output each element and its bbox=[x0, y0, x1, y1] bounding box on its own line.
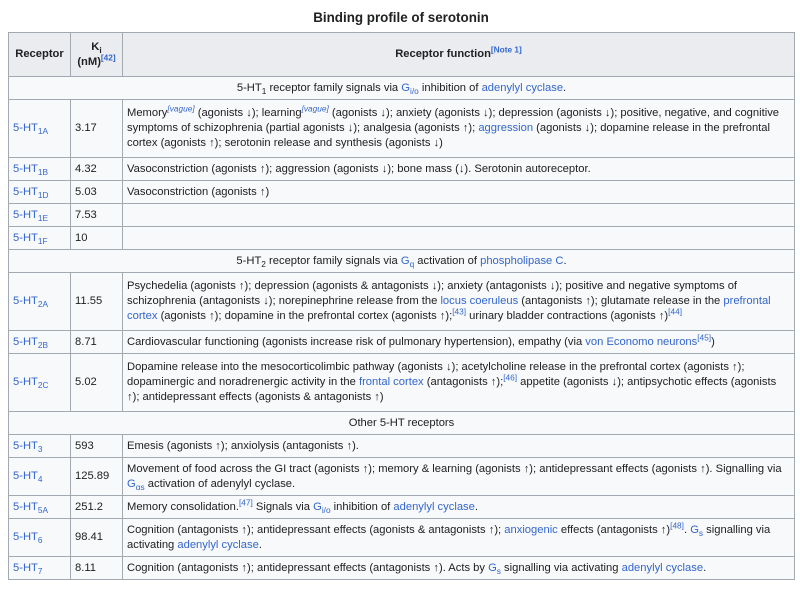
ki-cell: 8.71 bbox=[71, 331, 123, 354]
ref-46[interactable]: [46] bbox=[503, 372, 518, 383]
function-text: . bbox=[258, 538, 262, 551]
receptor-cell[interactable] bbox=[9, 496, 71, 519]
ref-42[interactable]: [42] bbox=[100, 51, 116, 62]
function-text: Memory bbox=[127, 107, 168, 119]
receptor-link-5ht7[interactable]: $5-HT_7$ bbox=[13, 561, 43, 576]
ki-cell: 4.32 bbox=[71, 158, 123, 181]
function-text: inhibition of bbox=[330, 500, 394, 513]
adenylyl-cyclase-link[interactable]: adenylyl cyclase bbox=[177, 538, 259, 551]
receptor-link-5ht1b[interactable]: $5-HT_{1B}$ bbox=[13, 162, 49, 177]
function-text: (antagonists ↑); glutamate release in the bbox=[518, 295, 724, 307]
function-cell bbox=[123, 100, 795, 158]
header-receptor: Receptor bbox=[9, 33, 71, 77]
gs-link[interactable]: $G_s$ bbox=[690, 523, 704, 538]
table-row bbox=[9, 496, 795, 519]
receptor-cell[interactable] bbox=[9, 519, 71, 557]
table-row bbox=[9, 100, 795, 158]
function-text: Dopamine release into the mesocorticolimbic pathway (agonists ↓); acetylcholine release in the prefrontal cortex (agonists ↑); dopaminergic and noradrenergic activity in the bbox=[127, 361, 745, 388]
function-text: appetite (agonists ↓); antipsychotic effects (agonists ↑); antidepressant effects (agonists & antagonists ↑) bbox=[127, 376, 777, 403]
header-row bbox=[9, 33, 795, 77]
function-text: (antagonists ↑); bbox=[423, 376, 504, 388]
receptor-cell[interactable] bbox=[9, 158, 71, 181]
header-ki-label: K bbox=[91, 40, 100, 53]
table-row bbox=[9, 331, 795, 354]
family-5ht2-cell bbox=[9, 250, 795, 273]
receptor-link-5ht2a[interactable]: $5-HT_{2A}$ bbox=[13, 295, 49, 310]
table-row bbox=[9, 204, 795, 227]
function-text: Psychedelia (agonists ↑); depression (agonists & antagonists ↓); anxiety (antagonists ↓); positive and negative symptoms of schizophrenia (antagonists ↓); norepinephrine release from the bbox=[127, 280, 738, 307]
table-row bbox=[9, 458, 795, 496]
family-row-5ht1 bbox=[9, 77, 795, 100]
receptor-link-5ht2c[interactable]: $5-HT_{2C}$ bbox=[13, 376, 49, 391]
family-prefix: 5-HT bbox=[236, 254, 262, 267]
receptor-link-5ht5a[interactable]: $5-HT_{5A}$ bbox=[13, 500, 49, 515]
function-text: . bbox=[683, 523, 691, 536]
function-cell bbox=[123, 458, 795, 496]
function-text: Cognition (antagonists ↑); antidepressant effects (agonists & antagonists ↑); bbox=[127, 523, 505, 536]
family-text: . bbox=[563, 254, 567, 267]
receptor-cell[interactable] bbox=[9, 227, 71, 250]
vague-tag[interactable]: [vague] bbox=[301, 103, 329, 114]
receptor-cell[interactable] bbox=[9, 273, 71, 331]
table-row bbox=[9, 557, 795, 580]
receptor-link-5ht4[interactable]: $5-HT_4$ bbox=[13, 470, 43, 485]
family-text: . bbox=[563, 81, 567, 94]
table-row bbox=[9, 273, 795, 331]
function-text: . bbox=[703, 561, 707, 574]
function-cell: Vasoconstriction (agonists ↑); aggression (agonists ↓); bone mass (↓). Serotonin autoreceptor. bbox=[123, 158, 795, 181]
function-text: (agonists ↑); dopamine in the prefrontal cortex (agonists ↑); bbox=[157, 310, 453, 322]
table-row bbox=[9, 227, 795, 250]
function-text: activation of adenylyl cyclase. bbox=[144, 477, 296, 490]
ki-cell: 5.02 bbox=[71, 354, 123, 412]
family-5ht1-cell bbox=[9, 77, 795, 100]
function-text: Memory consolidation. bbox=[127, 500, 239, 513]
family-sub: 2 bbox=[261, 258, 266, 269]
function-text: (agonists ↓); dopamine release in the prefrontal cortex (agonists ↑); serotonin release and synthesis (agonists ↓) bbox=[127, 122, 770, 149]
ki-cell: 7.53 bbox=[71, 204, 123, 227]
function-text: Signals via bbox=[252, 500, 314, 513]
header-ki bbox=[71, 33, 123, 77]
adenylyl-cyclase-link[interactable]: adenylyl cyclase bbox=[393, 500, 475, 513]
ki-cell: 593 bbox=[71, 435, 123, 458]
function-text: (agonists ↓); learning bbox=[194, 107, 302, 119]
family-text: activation of bbox=[414, 254, 481, 267]
table-caption: Binding profile of serotonin bbox=[313, 10, 489, 25]
receptor-cell[interactable] bbox=[9, 458, 71, 496]
table-row bbox=[9, 158, 795, 181]
function-cell bbox=[123, 204, 795, 227]
gq-link[interactable]: $G_q$ bbox=[400, 254, 415, 269]
function-text: urinary bladder contractions (agonists ↑) bbox=[466, 310, 669, 322]
function-cell bbox=[123, 331, 795, 354]
von-economo-neurons-link[interactable]: von Economo neurons bbox=[585, 335, 698, 348]
ki-cell: 11.55 bbox=[71, 273, 123, 331]
receptor-cell[interactable] bbox=[9, 557, 71, 580]
function-text: ) bbox=[711, 335, 715, 348]
adenylyl-cyclase-link[interactable]: adenylyl cyclase bbox=[621, 561, 704, 574]
receptor-link-5ht2b[interactable]: $5-HT_{2B}$ bbox=[13, 335, 49, 350]
function-text: signalling via activating bbox=[127, 523, 771, 551]
ki-cell: 125.89 bbox=[71, 458, 123, 496]
gs-link[interactable]: $G_s$ bbox=[488, 561, 501, 576]
note-1-ref[interactable]: [Note 1] bbox=[490, 44, 522, 55]
receptor-cell[interactable] bbox=[9, 181, 71, 204]
header-ki-sub: i bbox=[99, 44, 102, 55]
ref-48[interactable]: [48] bbox=[670, 519, 684, 530]
ki-cell: 251.2 bbox=[71, 496, 123, 519]
family-text: receptor family signals via bbox=[265, 254, 401, 267]
header-function-label: Receptor function bbox=[395, 48, 491, 60]
ref-47[interactable]: [47] bbox=[238, 496, 253, 507]
aggression-link[interactable]: aggression bbox=[478, 122, 534, 134]
family-sub: 1 bbox=[261, 85, 267, 96]
receptor-cell[interactable] bbox=[9, 354, 71, 412]
frontal-cortex-link[interactable]: frontal cortex bbox=[358, 376, 424, 388]
receptor-cell[interactable] bbox=[9, 100, 71, 158]
function-text: Cognition (antagonists ↑); antidepressant effects (antagonists ↑). Acts by bbox=[127, 561, 489, 574]
receptor-link-5ht3[interactable]: $5-HT_3$ bbox=[13, 439, 43, 454]
header-function bbox=[123, 33, 795, 77]
family-text: receptor family signals via bbox=[266, 81, 402, 94]
table-row bbox=[9, 181, 795, 204]
function-cell bbox=[123, 519, 795, 557]
family-other-cell: Other 5-HT receptors bbox=[9, 412, 795, 435]
receptor-link-5ht1a[interactable]: $5-HT_{1A}$ bbox=[13, 122, 49, 137]
function-cell: Emesis (agonists ↑); anxiolysis (antagonists ↑). bbox=[123, 435, 795, 458]
family-row-other bbox=[9, 412, 795, 435]
function-cell bbox=[123, 227, 795, 250]
ki-cell: 3.17 bbox=[71, 100, 123, 158]
table-row bbox=[9, 435, 795, 458]
function-text: signalling via activating bbox=[500, 561, 622, 574]
receptor-cell[interactable] bbox=[9, 435, 71, 458]
function-cell bbox=[123, 496, 795, 519]
ref-45[interactable]: [45] bbox=[697, 331, 712, 342]
receptor-cell[interactable] bbox=[9, 331, 71, 354]
function-cell bbox=[123, 557, 795, 580]
prefrontal-cortex-link[interactable]: prefrontal cortex bbox=[127, 295, 771, 322]
function-cell bbox=[123, 354, 795, 412]
receptor-link-5ht1d[interactable]: $5-HT_{1D}$ bbox=[13, 185, 49, 200]
locus-coeruleus-link[interactable]: locus coeruleus bbox=[440, 295, 519, 307]
ref-43[interactable]: [43] bbox=[452, 306, 467, 317]
gas-link[interactable]: $G_{\alpha s}$ bbox=[127, 477, 145, 492]
header-ki-unit: (nM) bbox=[77, 55, 101, 68]
function-cell bbox=[123, 273, 795, 331]
table-row bbox=[9, 519, 795, 557]
ref-44[interactable]: [44] bbox=[668, 306, 682, 317]
receptor-link-5ht1e[interactable]: $5-HT_{1E}$ bbox=[13, 208, 49, 223]
family-prefix: 5-HT bbox=[236, 81, 262, 94]
gio-link[interactable]: $G_{i/o}$ bbox=[313, 500, 331, 515]
ki-cell: 10 bbox=[71, 227, 123, 250]
function-text: . bbox=[474, 500, 478, 513]
function-text: Movement of food across the GI tract (agonists ↑); memory & learning (agonists ↑); antidepressant effects (agonists ↑). Signalling via bbox=[127, 462, 782, 475]
family-row-5ht2 bbox=[9, 250, 795, 273]
receptor-link-5ht1f[interactable]: $5-HT_{1F}$ bbox=[13, 231, 48, 246]
adenylyl-cyclase-link[interactable]: adenylyl cyclase bbox=[481, 81, 564, 94]
binding-profile-table bbox=[8, 32, 795, 580]
function-text: (agonists ↓); anxiety (agonists ↓); depression (agonists ↓); positive, negative, and cognitive symptoms of schizophrenia (partial agonists ↓); analgesia (agonists ↑); bbox=[127, 107, 780, 134]
anxiogenic-link[interactable]: anxiogenic bbox=[504, 523, 558, 536]
receptor-cell[interactable] bbox=[9, 204, 71, 227]
ki-cell: 8.11 bbox=[71, 557, 123, 580]
receptor-link-5ht6[interactable]: $5-HT_6$ bbox=[13, 531, 43, 546]
function-text: Cardiovascular functioning (agonists increase risk of pulmonary hypertension), empathy (via bbox=[127, 335, 586, 348]
function-cell: Vasoconstriction (agonists ↑) bbox=[123, 181, 795, 204]
phospholipase-c-link[interactable]: phospholipase C bbox=[480, 254, 564, 267]
ki-cell: 98.41 bbox=[71, 519, 123, 557]
ki-cell: 5.03 bbox=[71, 181, 123, 204]
family-text: inhibition of bbox=[418, 81, 482, 94]
function-text: effects (antagonists ↑) bbox=[557, 523, 671, 536]
gio-link[interactable]: $G_{i/o}$ bbox=[401, 81, 419, 96]
table-row bbox=[9, 354, 795, 412]
vague-tag[interactable]: [vague] bbox=[167, 103, 195, 114]
